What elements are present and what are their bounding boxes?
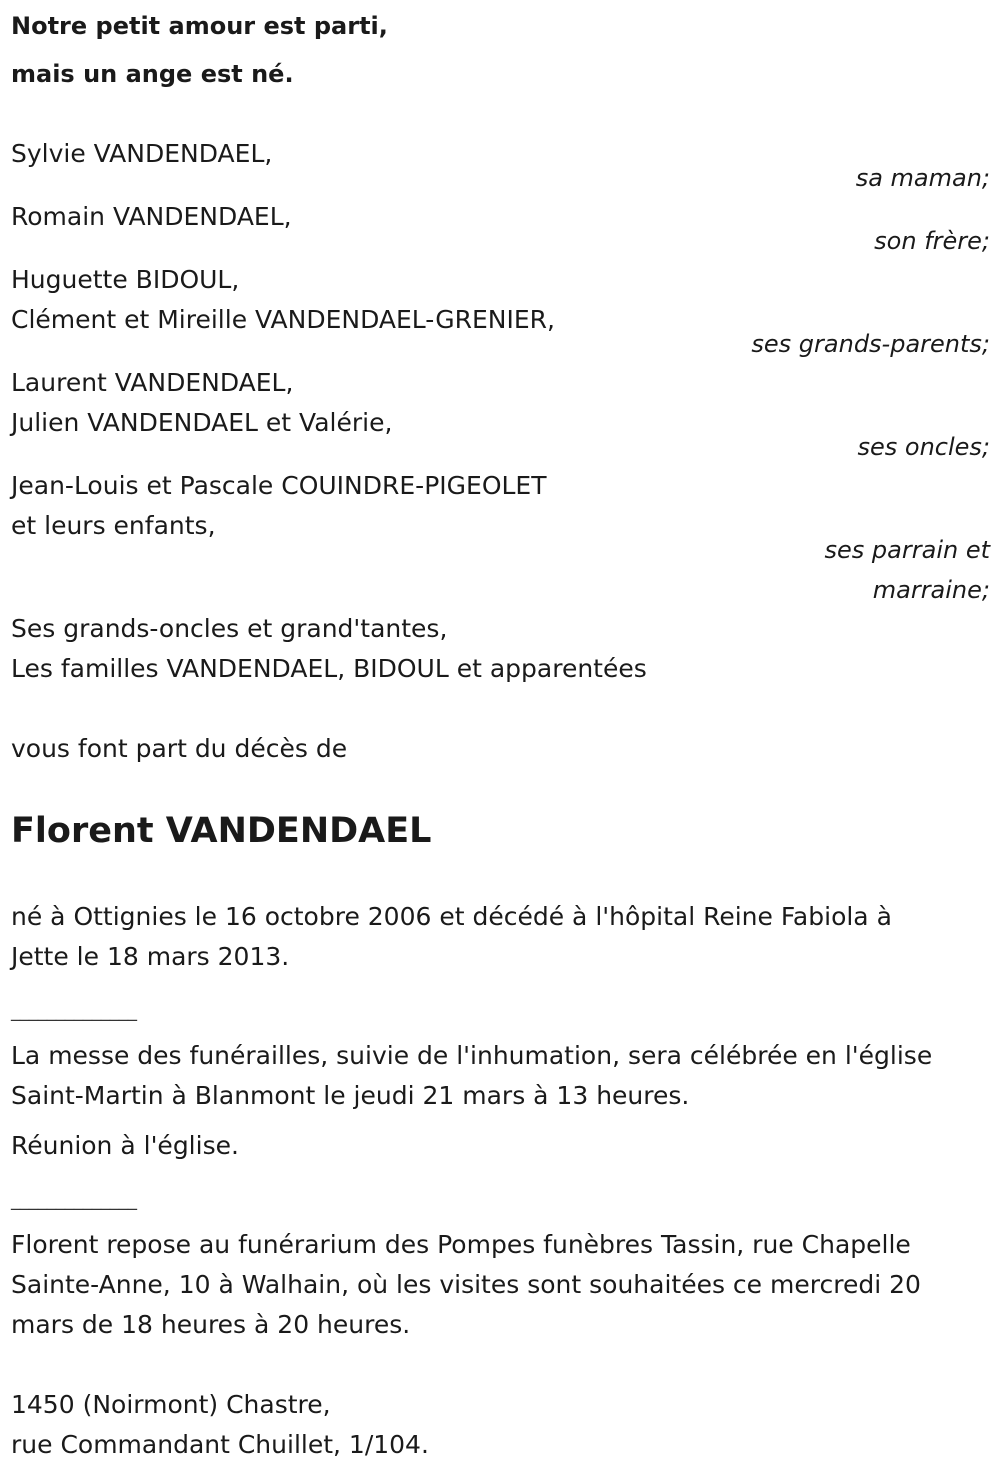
family-name: Romain VANDENDAEL,	[11, 202, 292, 231]
visitation-line: Florent repose au funérarium des Pompes funèbres Tassin, rue Chapelle	[11, 1230, 911, 1259]
funeral-line: Saint-Martin à Blanmont le jeudi 21 mars à 13 heures.	[11, 1081, 690, 1110]
family-name: Laurent VANDENDAEL,	[11, 368, 294, 397]
family-name: Clément et Mireille VANDENDAEL-GRENIER,	[11, 305, 555, 334]
family-role: ses parrain et	[824, 536, 990, 564]
family-role: marraine;	[872, 576, 990, 604]
family-role: son frère;	[874, 227, 990, 255]
family-name: Julien VANDENDAEL et Valérie,	[11, 408, 393, 437]
family-name: Jean-Louis et Pascale COUINDRE-PIGEOLET	[11, 471, 547, 500]
address-line: rue Commandant Chuillet, 1/104.	[11, 1430, 429, 1459]
visitation-line: mars de 18 heures à 20 heures.	[11, 1310, 411, 1339]
separator-rule: ______________	[11, 1001, 137, 1022]
family-role: ses oncles;	[857, 433, 990, 461]
opening-line-1: Notre petit amour est parti,	[11, 12, 388, 40]
opening-line-2: mais un ange est né.	[11, 60, 294, 88]
extended-family-line: Ses grands-oncles et grand'tantes,	[11, 614, 448, 643]
announcement-text: vous font part du décès de	[11, 734, 348, 763]
family-name: et leurs enfants,	[11, 511, 216, 540]
birth-death-line: Jette le 18 mars 2013.	[11, 942, 290, 971]
visitation-line: Sainte-Anne, 10 à Walhain, où les visites sont souhaitées ce mercredi 20	[11, 1270, 921, 1299]
deceased-name: Florent VANDENDAEL	[11, 811, 432, 851]
funeral-line: La messe des funérailles, suivie de l'inhumation, sera célébrée en l'église	[11, 1041, 933, 1070]
separator-rule: ______________	[11, 1190, 137, 1211]
address-line: 1450 (Noirmont) Chastre,	[11, 1390, 331, 1419]
family-name: Huguette BIDOUL,	[11, 265, 240, 294]
extended-family-line: Les familles VANDENDAEL, BIDOUL et apparentées	[11, 654, 647, 683]
birth-death-line: né à Ottignies le 16 octobre 2006 et décédé à l'hôpital Reine Fabiola à	[11, 902, 892, 931]
meeting-text: Réunion à l'église.	[11, 1131, 239, 1160]
family-role: ses grands-parents;	[751, 330, 990, 358]
family-name: Sylvie VANDENDAEL,	[11, 139, 273, 168]
family-role: sa maman;	[855, 164, 990, 192]
